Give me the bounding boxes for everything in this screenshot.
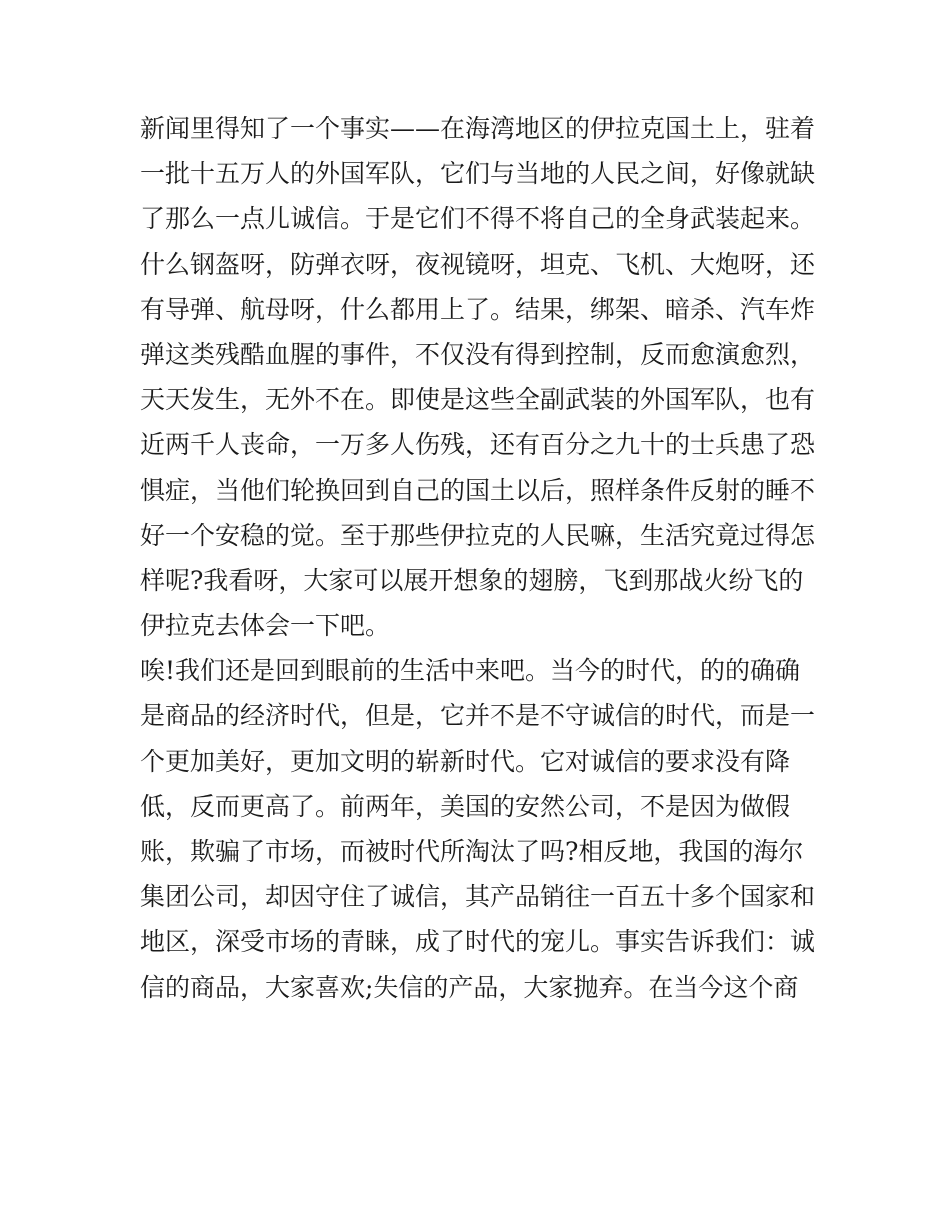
text-line: 伊拉克去体会一下吧。 [140, 611, 391, 641]
text-line: 账，欺骗了市场，而被时代所淘汰了吗?相反地，我国的海尔 [140, 837, 804, 866]
text-line: 好一个安稳的觉。至于那些伊拉克的人民嘛，生活究竟过得怎 [140, 520, 816, 550]
text-line: 新闻里得知了一个事实——在海湾地区的伊拉克国土上，驻着 [140, 114, 816, 143]
text-line: 有导弹、航母呀，什么都用上了。结果，绑架、暗杀、汽车炸 [140, 294, 816, 324]
text-line: 地区，深受市场的青睐，成了时代的宠儿。事实告诉我们：诚 [140, 927, 816, 957]
text-line: 什么钢盔呀，防弹衣呀，夜视镜呀，坦克、飞机、大炮呀，还 [140, 249, 816, 279]
text-line: 天天发生，无外不在。即使是这些全副武装的外国军队，也有 [140, 385, 816, 415]
text-line: 集团公司，却因守住了诚信，其产品销往一百五十多个国家和 [140, 882, 816, 912]
text-line: 近两千人丧命，一万多人伤残，还有百分之九十的士兵患了恐 [140, 430, 816, 460]
text-line: 了那么一点儿诚信。于是它们不得不将自己的全身武装起来。 [140, 204, 816, 234]
body-text [140, 106, 820, 1010]
text-line: 样呢?我看呀，大家可以展开想象的翅膀，飞到那战火纷飞的 [140, 565, 804, 595]
text-line: 唉!我们还是回到眼前的生活中来吧。当今的时代，的的确确 [140, 656, 801, 686]
text-line: 是商品的经济时代，但是，它并不是不守诚信的时代，而是一 [140, 701, 816, 731]
text-line: 惧症，当他们轮换回到自己的国土以后，照样条件反射的睡不 [140, 475, 816, 505]
text-line: 弹这类残酷血腥的事件，不仅没有得到控制，反而愈演愈烈， [140, 339, 816, 369]
text-line: 低，反而更高了。前两年，美国的安然公司，不是因为做假 [140, 791, 791, 821]
text-line: 个更加美好，更加文明的崭新时代。它对诚信的要求没有降 [140, 746, 791, 776]
text-line: 信的商品，大家喜欢;失信的产品，大家抛弃。在当今这个商 [140, 972, 799, 1002]
text-line: 一批十五万人的外国军队，它们与当地的人民之间，好像就缺 [140, 159, 816, 189]
